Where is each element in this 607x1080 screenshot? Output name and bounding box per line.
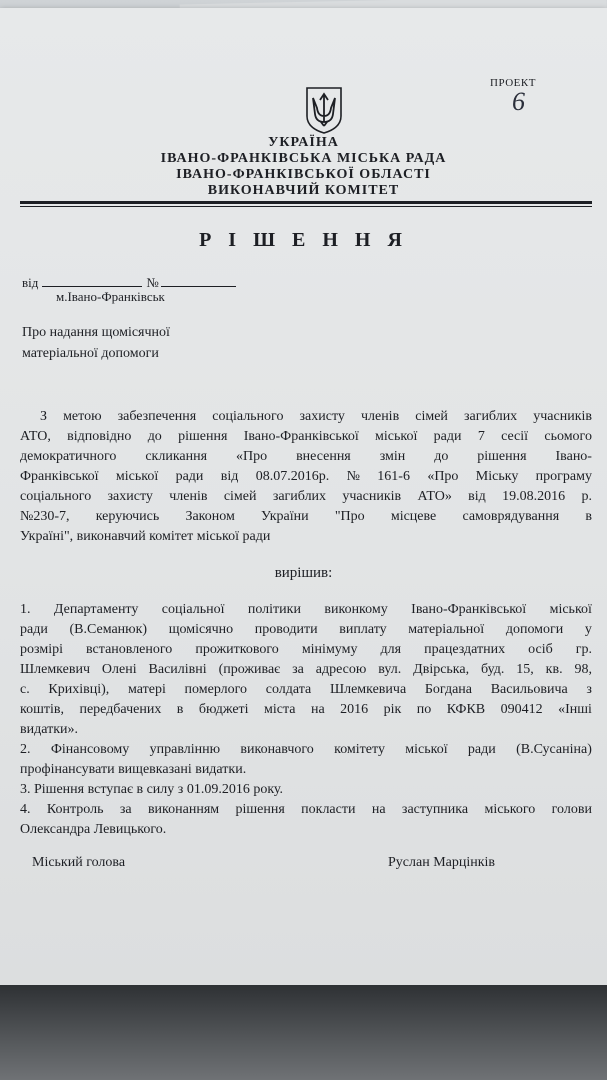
header-rule-thick: [20, 201, 592, 204]
preamble-line: №230-7, керуючись Законом України "Про місцеве самоврядування в: [20, 509, 592, 524]
decision-title: Р І Ш Е Н Н Я: [199, 229, 408, 251]
project-number: 6: [512, 87, 525, 116]
preamble: [20, 407, 592, 547]
header-council: ІВАНО-ФРАНКІВСЬКА МІСЬКА РАДА: [160, 151, 447, 166]
date-from-label: від: [22, 275, 39, 290]
item-line: розмірі встановленого прожиткового мінімуму для працездатних осіб гр.: [20, 642, 592, 657]
item-line: ради (В.Семанюк) щомісячно проводити виплату матеріальної допомоги у: [20, 622, 592, 637]
subject: [22, 322, 170, 364]
item-line: Олександра Левицького.: [20, 822, 167, 837]
preamble-line: АТО, відповідно до рішення Івано-Франківської міської ради 7 сесії сьомого: [20, 429, 592, 444]
header-country: УКРАЇНА: [268, 135, 339, 150]
subject-line: Про надання щомісячної: [22, 325, 170, 340]
item-line: Шлемкевич Олені Василівні (проживає за адресою вул. Двірська, буд. 15, кв. 98,: [20, 662, 592, 677]
desk-edge: [0, 985, 607, 1080]
item-line: 4. Контроль за виконанням рішення покласти на заступника міського голови: [20, 802, 592, 817]
number-label: №: [146, 275, 159, 290]
item-line: 2. Фінансовому управлінню виконавчого комітету міської ради (В.Сусаніна): [20, 742, 592, 757]
number-blank: [161, 274, 236, 287]
signature-name: Руслан Марцінків: [388, 855, 496, 870]
preamble-line: Україні", виконавчий комітет міської ради: [20, 529, 271, 544]
date-blank: [42, 274, 142, 287]
trident-emblem-icon: [304, 86, 344, 134]
project-label: ПРОЕКТ: [490, 77, 536, 89]
city-name: м.Івано-Франківськ: [56, 289, 165, 304]
item-line: с. Крихівці), матері померлого солдата Шлемкевича Богдана Васильовича з: [20, 682, 592, 697]
preamble-line: Франківської міської ради від 08.07.2016р. № 161-6 «Про Міську програму: [20, 469, 592, 484]
item-line: профінансувати вищевказані видатки.: [20, 762, 247, 777]
subject-line: матеріальної допомоги: [22, 346, 159, 361]
item-line: коштів, передбачених в бюджеті міста на 2016 рік по КФКВ 090412 «Інші: [20, 702, 592, 717]
item-line: 1. Департаменту соціальної політики виконкому Івано-Франківської міської: [20, 602, 592, 617]
resolved-label: вирішив:: [274, 565, 333, 581]
header-committee: ВИКОНАВЧИЙ КОМІТЕТ: [207, 183, 400, 198]
header-oblast: ІВАНО-ФРАНКІВСЬКОЇ ОБЛАСТІ: [176, 167, 431, 182]
decision-items: [20, 600, 592, 840]
item-line: видатки».: [20, 722, 78, 737]
signature-position: Міський голова: [32, 855, 126, 870]
preamble-line: соціального захисту членів сімей загиблих учасників АТО» від 19.08.2016 р.: [20, 489, 592, 504]
preamble-line: демократичного скликання «Про внесення змін до рішення Івано-: [20, 449, 592, 464]
item-line: 3. Рішення вступає в силу з 01.09.2016 року.: [20, 782, 284, 797]
preamble-line: З метою забезпечення соціального захисту членів сімей загиблих учасників: [40, 409, 592, 424]
header-rule-thin: [20, 206, 592, 207]
